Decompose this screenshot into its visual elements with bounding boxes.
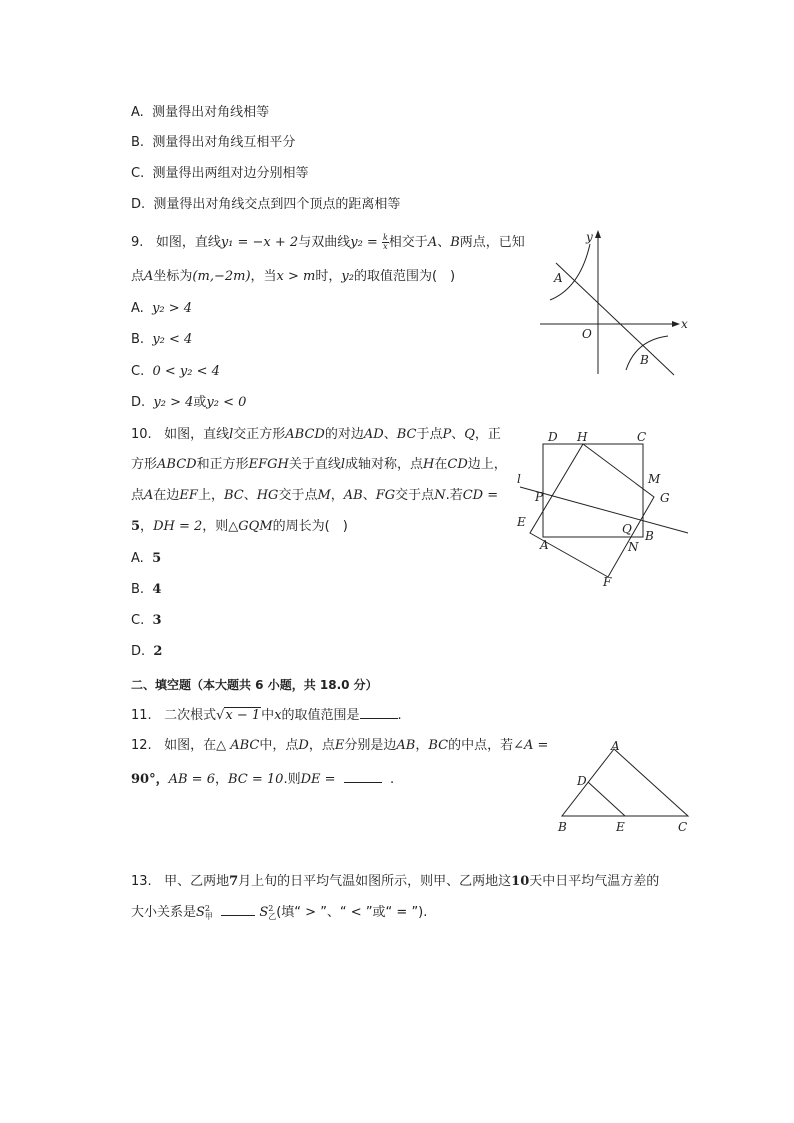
option-text: y₂ > 4 — [153, 395, 194, 410]
radicand: x − 1 — [225, 708, 261, 723]
superscript: 2 — [204, 903, 211, 913]
variance-symbol: S — [196, 905, 205, 920]
text: ， — [214, 772, 228, 787]
option-key: A. — [131, 551, 144, 566]
q10-stem-line3 — [131, 487, 498, 505]
number: 10 — [511, 874, 530, 889]
option-key: B. — [131, 332, 145, 347]
q9-stem-line1 — [131, 234, 525, 252]
text: .若 — [445, 488, 463, 503]
text: 、 — [243, 488, 257, 503]
q9-stem-line2 — [131, 268, 455, 286]
text: 的周长为( ) — [272, 519, 348, 534]
text: ，点 — [308, 738, 335, 753]
q12-figure — [550, 737, 700, 837]
option-text: y₂ < 4 — [152, 332, 193, 347]
text: ，则 — [202, 519, 229, 534]
q11-stem — [131, 706, 402, 725]
q9-option-a — [131, 300, 192, 318]
q10-option-c — [131, 612, 162, 630]
text: .则 — [283, 772, 301, 787]
label-o: O — [582, 327, 592, 341]
option-key: D. — [131, 197, 146, 212]
label-a: A — [554, 271, 563, 285]
text: ，正 — [474, 427, 501, 442]
q8-option-d — [131, 196, 400, 214]
label-b: B — [558, 820, 567, 834]
option-text: y₂ > 4 — [152, 301, 193, 316]
text: 交正方形 — [233, 427, 286, 442]
q9-option-d — [131, 394, 246, 412]
text: 的取值范围是 — [281, 708, 360, 723]
label-a: A — [540, 538, 549, 552]
option-key: C. — [131, 166, 145, 181]
label-n: N — [628, 540, 639, 554]
point: D — [298, 738, 309, 753]
text: . — [390, 772, 395, 787]
variable: FG — [375, 488, 396, 503]
option-key: D. — [131, 395, 146, 410]
text: ， — [140, 519, 154, 534]
text: 天中日平均气温方差的 — [529, 874, 660, 889]
text: 中 — [261, 708, 275, 723]
text: 如图，直线 — [164, 427, 230, 442]
label-p: P — [535, 490, 544, 504]
segment: AB — [396, 738, 416, 753]
label-c: C — [637, 430, 647, 444]
variable: P — [442, 427, 452, 442]
variable: BC — [396, 427, 417, 442]
variable: ABCD — [285, 427, 325, 442]
question-number: 12. — [131, 738, 152, 753]
q10-stem-line4 — [131, 518, 348, 536]
question-number: 13. — [131, 874, 152, 889]
point: A — [427, 235, 438, 250]
text: 点 — [131, 269, 145, 284]
text: ，当 — [250, 269, 277, 284]
number: 7 — [229, 874, 239, 889]
fraction — [382, 234, 389, 251]
variance-scripts — [205, 905, 213, 921]
text: 成轴对称，点 — [345, 457, 424, 472]
text: 在 — [434, 457, 448, 472]
variable: BC — [223, 488, 244, 503]
question-number: 9. — [131, 235, 144, 250]
q12-stem-line2 — [131, 770, 394, 789]
text: 与双曲线 — [298, 235, 351, 250]
q10-option-a — [131, 550, 161, 568]
text: 大小关系是 — [131, 905, 197, 920]
option-text: 测量得出对角线互相平分 — [152, 135, 296, 150]
q8-option-b — [131, 134, 295, 152]
q9-figure — [528, 228, 698, 378]
variable: AD — [363, 427, 384, 442]
equation: y₂ = — [350, 235, 382, 250]
angle: ∠A = — [513, 738, 549, 753]
text: 中，点 — [259, 738, 299, 753]
variable: CD — [447, 457, 468, 472]
label-d: D — [577, 774, 587, 788]
label-e: E — [616, 820, 625, 834]
text: 、 — [451, 427, 465, 442]
text: 的中点，若 — [448, 738, 514, 753]
option-text: 测量得出两组对边分别相等 — [152, 166, 309, 181]
superscript: 2 — [268, 903, 274, 913]
text: ， — [415, 738, 429, 753]
variable: x — [274, 708, 282, 723]
text: 的取值范围为( ) — [353, 269, 456, 284]
option-text: 4 — [152, 582, 162, 597]
y-arrow — [595, 230, 601, 238]
equation: DH = 2 — [153, 519, 203, 534]
segment: BC — [428, 738, 449, 753]
q10-stem-line1 — [131, 426, 501, 444]
q10-option-d — [131, 643, 162, 661]
variable: GQM — [238, 519, 273, 534]
subscript: 甲 — [204, 911, 213, 921]
text: 上， — [197, 488, 224, 503]
point: A — [144, 269, 154, 284]
text: 甲、乙两地 — [164, 874, 230, 889]
label-q: Q — [622, 522, 632, 536]
option-text: 或 — [193, 395, 207, 410]
text: 点 — [131, 488, 145, 503]
coordinate: (m,−2m) — [192, 269, 251, 284]
label-f: F — [603, 575, 612, 589]
text: 的对边 — [324, 427, 364, 442]
variance-symbol: S — [259, 905, 269, 920]
equation: DE = — [300, 772, 336, 787]
text: 交于点 — [395, 488, 435, 503]
text: 和正方形 — [196, 457, 249, 472]
variable: Q — [464, 427, 475, 442]
variable: H — [423, 457, 435, 472]
question-number: 11. — [131, 708, 152, 723]
number: 5 — [131, 519, 141, 534]
q8-option-a — [131, 104, 269, 122]
label-g: G — [660, 491, 670, 505]
line-y1 — [556, 263, 674, 375]
variable: EFGH — [248, 457, 289, 472]
text: 分别是边 — [344, 738, 397, 753]
q13-stem-line1 — [131, 873, 659, 891]
x-arrow — [672, 321, 680, 327]
variable: l — [340, 457, 346, 472]
variable: ABCD — [157, 457, 197, 472]
label-b: B — [645, 529, 654, 543]
denominator: x — [383, 242, 388, 251]
text: . — [397, 708, 402, 723]
question-number: 10. — [131, 427, 152, 442]
answer-blank[interactable] — [221, 903, 255, 916]
radical-sign: √ — [216, 708, 225, 723]
text: 边上， — [467, 457, 507, 472]
label-b: B — [640, 353, 649, 367]
section-heading: 二、填空题（本大题共 6 小题，共 18.0 分） — [131, 678, 378, 692]
equation: BC = 10 — [227, 772, 284, 787]
triangle: △ ABC — [216, 738, 260, 753]
variable: HG — [256, 488, 279, 503]
option-text: 0 < y₂ < 4 — [152, 364, 220, 379]
numerator: k — [382, 233, 388, 242]
text: 于点 — [416, 427, 443, 442]
label-m: M — [648, 472, 661, 486]
option-key: B. — [131, 135, 145, 150]
option-key: A. — [131, 301, 144, 316]
square-efgh — [530, 444, 654, 577]
label-c: C — [678, 820, 688, 834]
text: 方形 — [131, 457, 158, 472]
q10-option-b — [131, 581, 161, 599]
subscript: 乙 — [268, 911, 277, 921]
q9-option-c — [131, 363, 220, 381]
label-e: E — [517, 515, 526, 529]
variable: y₂ — [341, 269, 354, 284]
variable: EF — [179, 488, 198, 503]
option-key: A. — [131, 105, 144, 120]
answer-blank[interactable] — [344, 770, 382, 783]
variable: l — [229, 427, 234, 442]
text: 90°， — [131, 772, 169, 787]
equation: AB = 6 — [168, 772, 215, 787]
option-text: 5 — [152, 551, 162, 566]
text: 二次根式 — [164, 708, 217, 723]
text: 如图，在 — [164, 738, 217, 753]
q8-option-c — [131, 165, 309, 183]
label-a: A — [611, 739, 620, 753]
text: ， — [330, 488, 344, 503]
text: (填“ > ”、“ < ”或“ = ”). — [276, 905, 428, 920]
option-text: y₂ < 0 — [206, 395, 247, 410]
q13-stem-line2 — [131, 903, 427, 922]
text: 、 — [383, 427, 397, 442]
label-l: l — [517, 472, 521, 486]
option-text: 测量得出对角线相等 — [152, 105, 270, 120]
q10-stem-line2 — [131, 456, 507, 474]
q9-option-b — [131, 331, 192, 349]
option-text: 测量得出对角线交点到四个顶点的距离相等 — [153, 197, 401, 212]
equation: CD = — [462, 488, 499, 503]
variable: A — [144, 488, 154, 503]
text: 关于直线 — [288, 457, 341, 472]
equation: y₁ = −x + 2 — [220, 235, 299, 250]
option-key: D. — [131, 644, 146, 659]
text: 相交于 — [388, 235, 428, 250]
label-h: H — [577, 430, 588, 444]
point: B — [450, 235, 460, 250]
point: E — [334, 738, 345, 753]
variable: M — [317, 488, 331, 503]
option-text: 3 — [152, 613, 162, 628]
text: 月上旬的日平均气温如图所示，则甲、乙两地这 — [238, 874, 512, 889]
text: 、 — [362, 488, 376, 503]
label-x: x — [681, 317, 688, 331]
text: 交于点 — [278, 488, 318, 503]
text: 在边 — [153, 488, 180, 503]
label-y: y — [586, 230, 593, 244]
text: 两点，已知 — [459, 235, 525, 250]
option-key: B. — [131, 582, 145, 597]
text: 时， — [315, 269, 342, 284]
q10-figure — [510, 425, 695, 590]
variable: N — [434, 488, 446, 503]
text: 、 — [437, 235, 451, 250]
triangle-symbol: △ — [228, 519, 239, 534]
q12-stem-line1 — [131, 737, 548, 755]
option-text: 2 — [153, 644, 163, 659]
option-key: C. — [131, 613, 145, 628]
text: 坐标为 — [153, 269, 193, 284]
label-d: D — [548, 430, 558, 444]
option-key: C. — [131, 364, 145, 379]
answer-blank[interactable] — [360, 706, 398, 719]
condition: x > m — [276, 269, 316, 284]
text: 如图，直线 — [155, 235, 221, 250]
variable: AB — [343, 488, 363, 503]
segment-de — [588, 782, 625, 816]
